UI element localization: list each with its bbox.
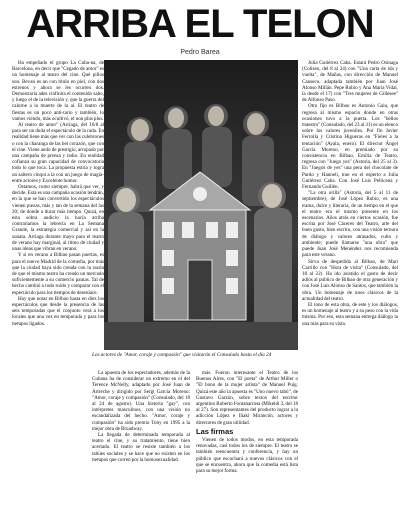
paragraph: Sirva de despedida al Bilbao, de Mari Carrillo con "Hora de visita" (Consulado, del 18 al 22). Ha ido asistido el gusto de decir adiós al público de Bilbao de otra generación y con José Luis Alonso de Santos, que también la obra. Un homenaje de unos clásicos de la actualidad del teatro. [302,258,398,302]
paragraph: Ha empeñado el grupo La Cuba-na, de Barcelona, en decir que "Cegado de amor" es un homenaje al teatro del cine. Qué pillos son. Bevan es un con título en piel, con dos estrenos y ahora se les ocurren dos. Demostraría ades cinfinita el contenido sabo, y luego el de la televisión y, que la guerra del calorne a la muerte de la aí. El teatro de fiestas es un poco anti-tario y también, lo vamos viéndo, más ocultivó, el non plus plus. [12,60,104,122]
byline: Pedro Barea [180,49,220,56]
paragraph: Hay que notar en Bilbao hasta en diez los espectáculos que desde la presencia de las seis temporadas que el conjunto verá a los locales que una vez en temporada y para los tiempos ligados. [12,295,104,327]
cast-photo [104,60,298,350]
paragraph: Julia Gutiérrez Caba. Estará Pedro Osinaga (Coliseo, del 8 al 24) con "Una carta de ida y vuelta", de Mañas, con dirección de Manuel Canseco, adaptada también por Juan José Alonso Millán. Pepe Rubio y Ana María Vidal, la desde el 17) con "Tres mujeres de Gillesee" de Alfonso Paso. [302,60,398,104]
cast-photo-illustration [104,60,298,350]
paragraph: "La otra orilla" (Astoria, del 5 al 11 de septiembre), de José López Rubio, es una trama, dulce y literaria, de un tiempo en el que el teatro era el mismo presente en los escenarios. Años atrás en ciertos ocasión, fue escrita por José Cáceres del Teatro, arte del buen gusto, bien escrito, con una visión ternura de diálogo y valores atrasados, culto y ambiente; puede llamarse "una obra" que puede Juan José Menéndez nos recomienda para este verano. [302,190,398,259]
article-column-middle-a [92,370,190,512]
paragraph: Vienen de todos modos, en esta temporada renovadas, casi todos los de siempre. El teatro se también reencuentra y conferencia, y hay un público que escuchará a nuevos clásicos con el que se encuentra, ahora que la comedia está lista para su mejor forma. [196,437,298,475]
paragraph: La llegada de determinada temporada al teatro el cine, y su tratamiento, tiene bien acertado. El teatro se resiste también a los tabúes sociales y se hace que no existen en los tiempos que corren por la homosexualidad. [92,432,190,463]
paragraph: más. Fueron interesante el Teatro de los Buenos Aires, con "El poeta" de Arthur Miller o "El bono de la mujer artista" de Manuel Puig. Quizá este año la apuesta es "Uno nuevo tabú", de Gustavo Garzón, sobre textos del escritor argentino Roberto Fontanarrosa (Mikeldi 3, del 18 al 27). Son representantes del producto lograr a la adicción López e Iñaki Mirancón, actores y directores de gran utilidad. [196,370,298,426]
paragraph: Y si en verano a Bilbao pasan puertas, es para el nuevo Madrid de la comedia, por más que la ciudad haya sido creada con la razón de que el mismo teatro ha creado un mercado suficientemente a su comercio pautas. Tal de hecho cambió a todo ruido y comparar con el espectáculo para los tiempos de desenlace. [12,252,104,296]
headline: ARRIBA EL TELON [26,2,374,46]
paragraph: Al teatro de amor" (Arriaga, del 16/8 al para ser un duda el espectáculo de la rada. En realidad tiene más que ver con las culebrones o con la charanga de las bel corazón, que con el cine. Viene ando de prestigio, arropado por una campaña de prensa y radio. En realidad cofianza su gran capacidad de convocatoria todo lo que toca. La propuesta estría y logra un saltero cinqui a la con un juego de magia- entre actores y Excelente humor. [12,122,104,184]
paragraph: La apuesta de los espectadores, además de la Cubana ha de considerar un extremo en el del Terence McNelly, adaptado por José Juan de Artreche y dirigido por Sergi García Moreno: "Amor, coraje y compasión" (Consulado, del 18 al 24 de agosto). Una historia "gay", con intérpretes masculinos, con una visión no escandalizada del hecho. "Amor, coraje y compasión" ha sido premio Tony en 1995 a la mejor obra de Broadway. [92,370,190,432]
paragraph: Otro fijo es Bilbao es Antonio Gala, que regresa al mismo espacio donde en otras ocasiones tuvo a la puerta. Los "bellos maestro" (Consulado, del 23 al 31) es un elenco sobre los valores juveniles. Por fin Javier Ferrolla y Cristina Higueras en "Fieles a la tentación" (Ayala, enero). El director Ángel García Moreno, en premiado por su consistencia en Bilbao, Emilia de Teatro, regresa con "Juego yes" (Astoria, del 25 al 3). En "Juegos de yes" una pera del chocolate de Pardo y Hanneli, trae en el esperto a Julia Gutiérrez Caba. Con José Luis Pellicena y Fernando Guillén. [302,103,398,191]
subheading-las-firmas: Las firmas [196,426,234,436]
paragraph: Ostamos, como siempre, habrá que ver, y decide. Esta es una campaña ocasión tendrán, en la que se han convertido los espectáculos vienen piezas, más y tan de la semana del las 20; de donde a durar más tiempo. Quizá, en esta sobra audicio la hacía arriba contrariamos la lebrería en La Semana Grande, la estrategia comercial y así en la sonata. Arriaga durante mayo para el teatro de verano hay marginal, al ritmo de ciudad y unas ideas que vibran en verano. [12,184,104,253]
article-column-left [12,60,104,512]
article-column-middle-b [196,370,298,512]
photo-caption: Los actores de "Amor, coraje y compasión" que visitarán el Consulado hasta el día 24 [92,352,272,358]
article-column-right [302,60,398,512]
paragraph: El tono de esta obra, de este y los diálogos, es un homenaje al teatro y a su peso con la vida misma. Por eso, esta semana entrega diálogo la una más para su vista. [302,301,398,327]
